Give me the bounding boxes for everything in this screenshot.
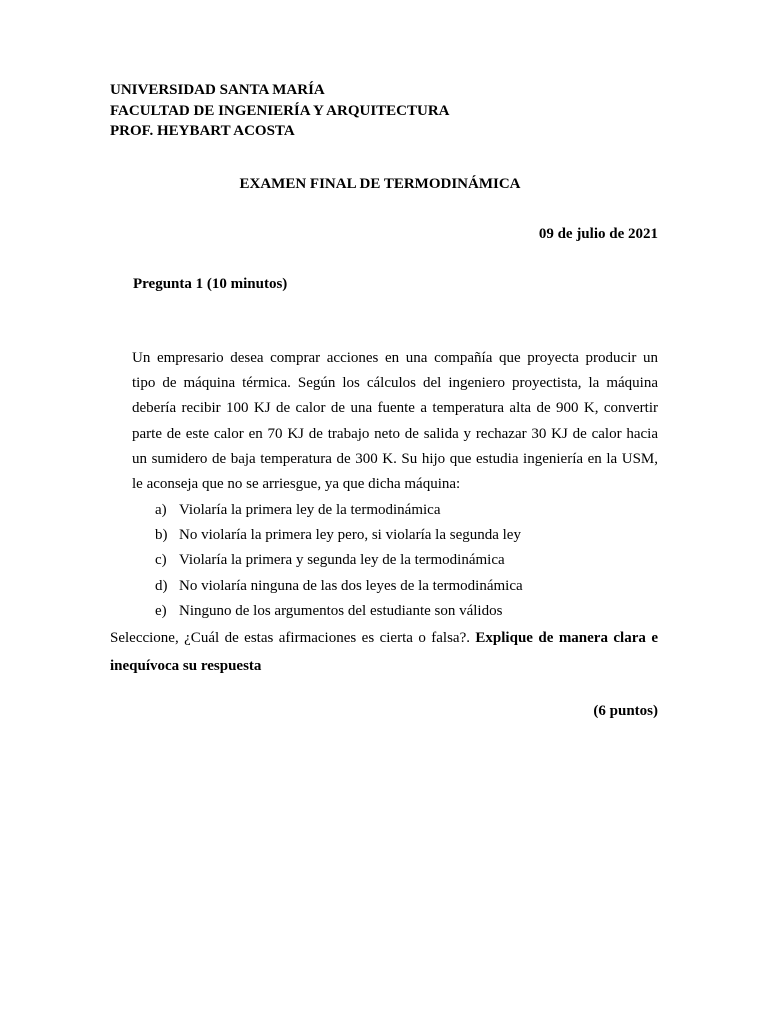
exam-date: 09 de julio de 2021	[538, 226, 658, 242]
answer-options-list	[155, 498, 523, 624]
answer-option-c	[155, 548, 523, 573]
question-points: (6 puntos)	[593, 703, 658, 719]
option-text: Violaría la primera ley de la termodinámica	[179, 502, 441, 518]
option-letter: e)	[155, 602, 167, 619]
option-letter: b)	[155, 527, 168, 544]
option-letter: d)	[155, 577, 168, 594]
institution-header	[110, 80, 450, 142]
instruction-plain-text: Seleccione, ¿Cuál de estas afirmaciones es cierta o falsa?.	[110, 630, 470, 646]
option-text: Ninguno de los argumentos del estudiante son válidos	[179, 602, 503, 619]
question-body-line: debería recibir 100 KJ de calor de una fuente a temperatura alta de 900 K, convertir	[132, 400, 658, 417]
question-body-line: un sumidero de baja temperatura de 300 K. Su hijo que estudia ingeniería en la USM,	[132, 450, 658, 467]
answer-option-d	[155, 574, 523, 599]
answer-option-e	[155, 599, 523, 624]
question-body-line: tipo de máquina térmica. Según los cálculos del ingeniero proyectista, la máquina	[132, 375, 658, 392]
question-body	[132, 346, 658, 497]
option-letter: c)	[155, 552, 167, 569]
question-body-line: le aconseja que no se arriesgue, ya que dicha máquina:	[132, 475, 461, 492]
question-title: Pregunta 1 (10 minutos)	[133, 276, 288, 292]
instruction-bold-continuation: inequívoca su respuesta	[110, 658, 262, 674]
faculty-name: FACULTAD DE INGENIERÍA Y ARQUITECTURA	[110, 102, 450, 119]
option-text: No violaría ninguna de las dos leyes de la termodinámica	[179, 577, 523, 594]
instruction-bold-text: Explique de manera clara e	[475, 630, 658, 646]
answer-option-b	[155, 523, 523, 548]
option-letter: a)	[155, 502, 167, 518]
question-instruction	[110, 624, 658, 680]
option-text: No violaría la primera ley pero, si violaría la segunda ley	[179, 527, 521, 544]
university-name: UNIVERSIDAD SANTA MARÍA	[110, 82, 325, 98]
question-body-line: Un empresario desea comprar acciones en una compañía que proyecta producir un	[132, 350, 658, 366]
question-body-line: parte de este calor en 70 KJ de trabajo neto de salida y rechazar 30 KJ de calor hacia	[132, 425, 658, 442]
instruction-line-1	[110, 624, 658, 652]
option-text: Violaría la primera y segunda ley de la termodinámica	[179, 552, 505, 569]
exam-title: EXAMEN FINAL DE TERMODINÁMICA	[239, 176, 521, 192]
professor-name: PROF. HEYBART ACOSTA	[110, 123, 295, 139]
answer-option-a	[155, 498, 523, 523]
